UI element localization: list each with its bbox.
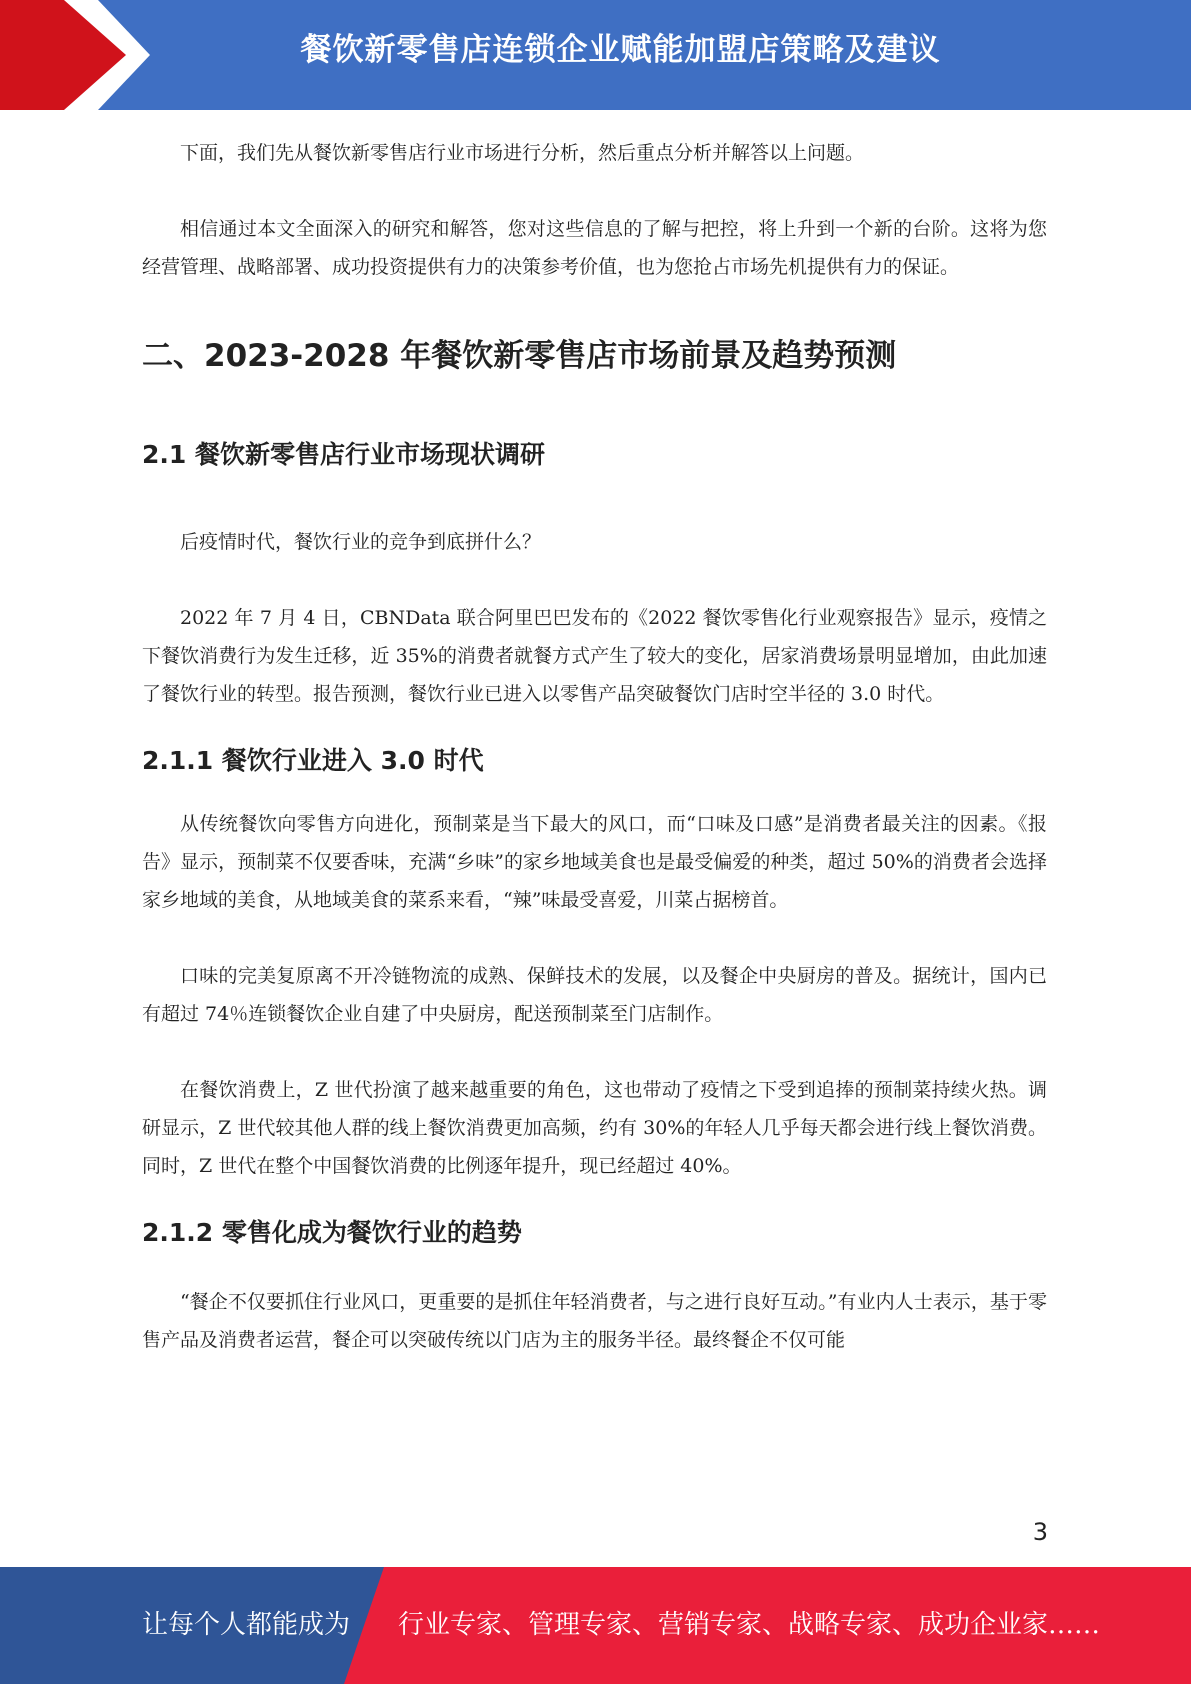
footer-slogan-right: 行业专家、管理专家、营销专家、战略专家、成功企业家…… xyxy=(398,1610,1101,1640)
document-body xyxy=(142,110,1047,1359)
page-header xyxy=(0,0,1191,110)
page-number: 3 xyxy=(1032,1518,1048,1546)
paragraph: 口味的完美复原离不开冷链物流的成熟、保鲜技术的发展，以及餐企中央厨房的普及。据统计，国内已有超过 74％连锁餐饮企业自建了中央厨房，配送预制菜至门店制作。 xyxy=(142,965,1047,1025)
paragraph: 后疫情时代，餐饮行业的竞争到底拼什么？ xyxy=(180,531,542,553)
footer-slogan-left: 让每个人都能成为 xyxy=(142,1610,351,1640)
paragraph: “餐企不仅要抓住行业风口，更重要的是抓住年轻消费者，与之进行良好互动。”有业内人士表示，基于零售产品及消费者运营，餐企可以突破传统以门店为主的服务半径。最终餐企不仅可能 xyxy=(142,1291,1047,1351)
paragraph: 在餐饮消费上，Z 世代扮演了越来越重要的角色，这也带动了疫情之下受到追捧的预制菜持续火热。调研显示，Z 世代较其他人群的线上餐饮消费更加高频，约有 30%的年轻人几乎每天都会进行线上餐饮消费。同时，Z 世代在整个中国餐饮消费的比例逐年提升，现已经超过 40%。 xyxy=(142,1079,1047,1177)
subsection-heading: 2.1.1 餐饮行业进入 3.0 时代 xyxy=(142,746,484,775)
paragraph: 从传统餐饮向零售方向进化，预制菜是当下最大的风口，而“口味及口感”是消费者最关注的因素。《报告》显示，预制菜不仅要香味，充满“乡味”的家乡地域美食也是最受偏爱的种类，超过 50%的消费者会选择家乡地域的美食，从地域美食的菜系来看，“辣”味最受喜爱，川菜占据榜首。 xyxy=(142,813,1047,911)
paragraph: 相信通过本文全面深入的研究和解答，您对这些信息的了解与把控，将上升到一个新的台阶。这将为您经营管理、战略部署、成功投资提供有力的决策参考价值，也为您抢占市场先机提供有力的保证。 xyxy=(142,218,1047,278)
subsection-heading: 2.1 餐饮新零售店行业市场现状调研 xyxy=(142,440,545,469)
section-heading: 二、2023-2028 年餐饮新零售店市场前景及趋势预测 xyxy=(142,338,897,374)
page-footer xyxy=(0,1567,1191,1684)
subsection-heading: 2.1.2 零售化成为餐饮行业的趋势 xyxy=(142,1218,522,1247)
paragraph: 下面，我们先从餐饮新零售店行业市场进行分析，然后重点分析并解答以上问题。 xyxy=(180,142,865,164)
header-title: 餐饮新零售店连锁企业赋能加盟店策略及建议 xyxy=(300,32,941,68)
paragraph: 2022 年 7 月 4 日，CBNData 联合阿里巴巴发布的《2022 餐饮零售化行业观察报告》显示，疫情之下餐饮消费行为发生迁移，近 35%的消费者就餐方式产生了较大的变化，居家消费场景明显增加，由此加速了餐饮行业的转型。报告预测，餐饮行业已进入以零售产品突破餐饮门店时空半径的 3.0 时代。 xyxy=(142,607,1047,705)
